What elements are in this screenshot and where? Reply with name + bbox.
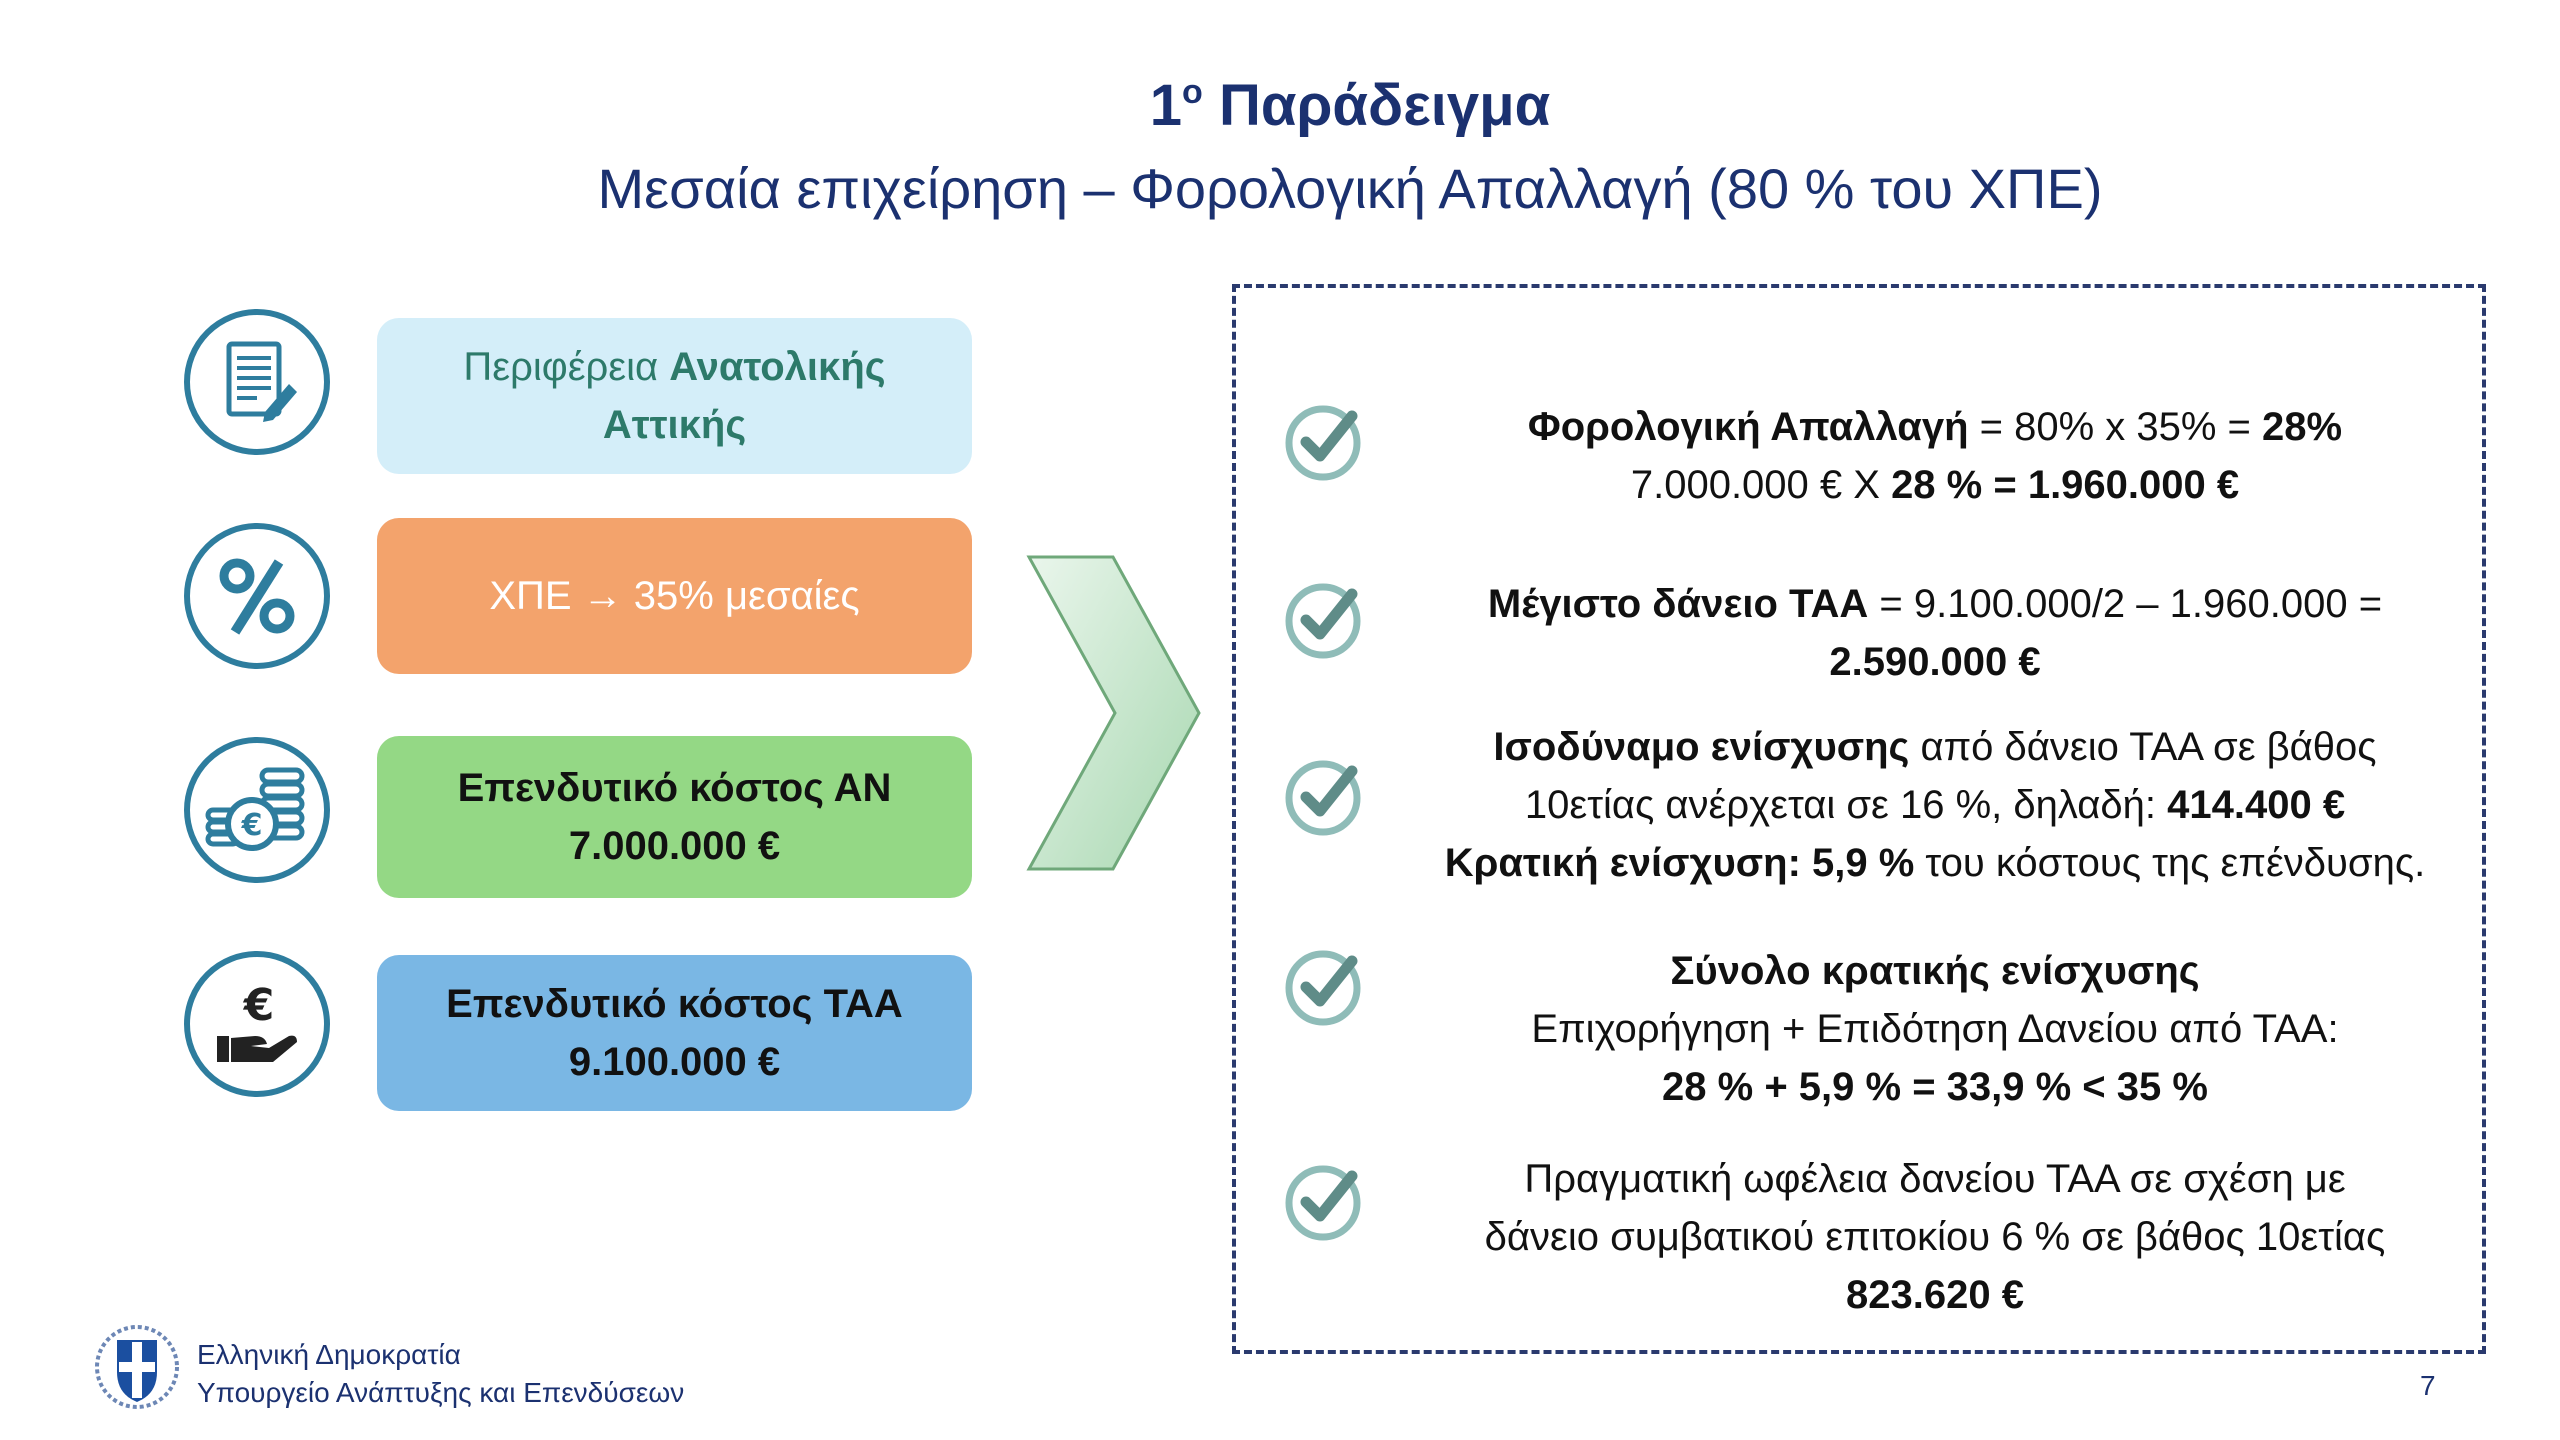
tax-exemption-result: 28 % = 1.960.000 € [1891, 463, 2240, 507]
region-pill [377, 318, 972, 474]
title-word: Παράδειγμα [1218, 73, 1551, 138]
state-aid-line [1380, 834, 2490, 892]
cost-taa-value: 9.100.000 € [568, 1040, 781, 1084]
title-number: 1 [1149, 73, 1183, 138]
greek-emblem-icon [94, 1322, 180, 1412]
aid-equivalent-text1: από δάνειο ΤΑΑ σε βάθος [1909, 725, 2377, 769]
title-main [70, 52, 2560, 146]
aid-equivalent-line1 [1380, 718, 2490, 776]
tax-exemption-block [1390, 398, 2480, 514]
footer-text [197, 1336, 684, 1412]
check-circle-icon [1280, 943, 1366, 1029]
tax-exemption-label: Φορολογική Απαλλαγή [1527, 405, 1969, 449]
total-aid-block [1390, 942, 2480, 1116]
aid-equivalent-line2 [1380, 776, 2490, 834]
euro-coins-icon [184, 737, 330, 883]
region-name-line2: Αττικής [602, 403, 747, 447]
footer-line2: Υπουργείο Ανάπτυξης και Επενδύσεων [197, 1377, 685, 1408]
tax-exemption-line1 [1390, 398, 2480, 456]
chevron-right-icon [1025, 553, 1205, 873]
tax-exemption-line2 [1390, 456, 2480, 514]
percent-icon [184, 523, 330, 669]
svg-text:€: € [243, 980, 275, 1031]
aid-equivalent-block [1380, 718, 2490, 892]
xpe-text: ΧΠΕ → 35% μεσαίες [489, 574, 860, 618]
footer-line1: Ελληνική Δημοκρατία [197, 1339, 461, 1370]
real-benefit-line1: Πραγματική ωφέλεια δανείου ΤΑΑ σε σχέση με [1524, 1157, 2346, 1201]
tax-exemption-formula: = 80% x 35% = [1968, 405, 2263, 449]
max-loan-formula: = 9.100.000/2 – 1.960.000 = [1868, 582, 2383, 626]
slide-title [70, 52, 2560, 232]
cost-an-pill [377, 736, 972, 898]
max-loan-block [1390, 575, 2480, 691]
aid-equivalent-value: 414.400 € [2167, 783, 2346, 827]
title-subtitle: Μεσαία επιχείρηση – Φορολογική Απαλλαγή (80 % του ΧΠΕ) [597, 157, 2103, 220]
page-number: 7 [2420, 1370, 2436, 1401]
check-circle-icon [1280, 398, 1366, 484]
title-superscript: ο [1182, 73, 1203, 111]
state-aid-text: του κόστους της επένδυσης. [1914, 841, 2426, 885]
region-prefix: Περιφέρεια [463, 345, 670, 389]
total-aid-formula: 28 % + 5,9 % = 33,9 % < 35 % [1662, 1065, 2208, 1109]
real-benefit-block [1380, 1150, 2490, 1324]
euro-hand-icon [184, 951, 330, 1097]
document-icon [184, 309, 330, 455]
cost-taa-pill [377, 955, 972, 1111]
check-circle-icon [1280, 753, 1366, 839]
aid-equivalent-text2: 10ετίας ανέρχεται σε 16 %, δηλαδή: [1524, 783, 2168, 827]
max-loan-value: 2.590.000 € [1829, 640, 2041, 684]
check-circle-icon [1280, 576, 1366, 662]
real-benefit-line2: δάνειο συμβατικού επιτοκίου 6 % σε βάθος 10ετίας [1484, 1215, 2386, 1259]
max-loan-line1 [1390, 575, 2480, 633]
aid-equivalent-label: Ισοδύναμο ενίσχυσης [1493, 725, 1910, 769]
total-aid-title: Σύνολο κρατικής ενίσχυσης [1670, 949, 2200, 993]
cost-an-label: Επενδυτικό κόστος ΑΝ [457, 766, 892, 810]
total-aid-text: Επιχορήγηση + Επιδότηση Δανείου από ΤΑΑ: [1531, 1007, 2339, 1051]
max-loan-label: Μέγιστο δάνειο ΤΑΑ [1487, 582, 1869, 626]
region-name-line1: Ανατολικής [669, 345, 886, 389]
cost-an-value: 7.000.000 € [568, 824, 781, 868]
tax-exemption-rate: 28% [2262, 405, 2343, 449]
region-line1 [463, 338, 885, 396]
xpe-pill [377, 518, 972, 674]
svg-text:€: € [241, 808, 263, 843]
real-benefit-value: 823.620 € [1846, 1273, 2024, 1317]
cost-taa-label: Επενδυτικό κόστος ΤΑΑ [446, 982, 903, 1026]
tax-exemption-calc: 7.000.000 € Χ [1630, 463, 1892, 507]
check-circle-icon [1280, 1158, 1366, 1244]
state-aid-label: Κρατική ενίσχυση: 5,9 % [1444, 841, 1915, 885]
